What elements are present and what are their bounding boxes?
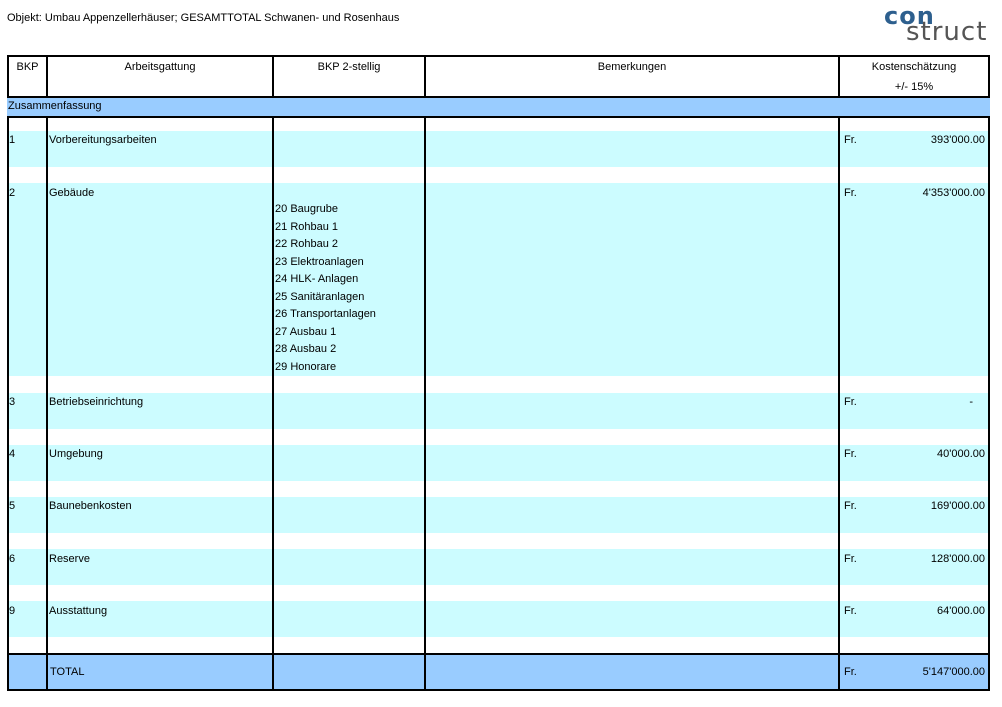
row-amount: 40'000.00 [937, 448, 985, 460]
row-name: Gebäude [49, 187, 95, 199]
row-band-7 [7, 601, 990, 637]
row-currency: Fr. [844, 187, 857, 199]
header-kosten-tolerance: +/- 15% [894, 81, 934, 93]
header-bemerkungen: Bemerkungen [597, 61, 667, 73]
list-item [275, 201, 338, 219]
row-name: Ausstattung [49, 605, 108, 617]
sub-code: 23 [275, 255, 288, 268]
header-bottom-border [7, 96, 990, 98]
row-band-3 [7, 393, 990, 429]
row-bkp: 9 [9, 605, 16, 617]
sub-label: Sanitäranlagen [290, 290, 365, 303]
row-band-4 [7, 445, 990, 481]
row-amount: 393'000.00 [930, 134, 985, 146]
table-top-border [7, 55, 990, 57]
sub-code: 22 [275, 238, 288, 250]
list-item [275, 219, 338, 237]
row-band-2 [7, 183, 990, 376]
sub-code: 21 [275, 220, 288, 233]
sub-label: Elektroanlagen [290, 255, 364, 268]
row-amount: 169'000.00 [930, 500, 985, 512]
row-bkp: 3 [9, 396, 16, 408]
row-name: Betriebseinrichtung [49, 396, 144, 408]
row-bkp: 6 [9, 553, 16, 565]
row-currency: Fr. [844, 500, 857, 512]
sub-code: 29 [275, 360, 288, 373]
header-bkp2: BKP 2-stellig [317, 61, 381, 73]
col-border-bem [838, 116, 840, 691]
row-amount: - [969, 396, 973, 408]
sub-label: Rohbau 1 [290, 220, 339, 233]
total-top-border [7, 653, 990, 655]
list-item [275, 289, 364, 307]
sub-label: Baugrube [290, 203, 339, 215]
sub-label: HLK- Anlagen [290, 273, 359, 285]
col-border-bkp2 [424, 116, 426, 691]
row-amount: 128'000.00 [930, 553, 985, 565]
row-currency: Fr. [844, 134, 857, 146]
col-border-bkp [46, 116, 48, 691]
row-currency: Fr. [844, 553, 857, 565]
col-border-right [988, 116, 990, 691]
header-kosten: Kostenschätzung [871, 61, 957, 73]
row-bkp: 5 [9, 500, 16, 512]
row-currency: Fr. [844, 605, 857, 617]
row-band-6 [7, 549, 990, 585]
row-bkp: 1 [9, 134, 16, 146]
list-item [275, 306, 376, 324]
row-band-5 [7, 497, 990, 533]
logo-struct-text: struct [906, 17, 988, 47]
sub-label: Ausbau 2 [289, 343, 337, 355]
sub-code: 28 [275, 343, 288, 355]
sub-label: Honorare [290, 360, 337, 373]
row-name: Reserve [49, 553, 90, 565]
total-currency: Fr. [844, 666, 857, 678]
row-currency: Fr. [844, 396, 857, 408]
document-title: Objekt: Umbau Appenzellerhäuser; GESAMTTOTAL Schwanen- und Rosenhaus [7, 12, 400, 24]
sub-code: 24 [275, 273, 288, 285]
total-label: TOTAL [50, 666, 85, 678]
sub-code: 26 [275, 308, 288, 320]
header-bkp: BKP [16, 61, 39, 73]
row-amount: 4'353'000.00 [922, 187, 985, 199]
list-item [275, 359, 336, 377]
sub-code: 20 [275, 203, 288, 215]
sub-label: Transportanlagen [290, 308, 376, 320]
sub-label: Ausbau 1 [289, 325, 337, 338]
row-name: Vorbereitungsarbeiten [49, 134, 157, 146]
total-band [7, 655, 990, 690]
header-arbeitsgattung: Arbeitsgattung [124, 61, 196, 73]
list-item [275, 254, 364, 272]
table-bottom-border [7, 689, 990, 691]
row-bkp: 4 [9, 448, 16, 460]
col-border-arbeit [272, 116, 274, 691]
sub-label: Rohbau 2 [290, 238, 339, 250]
summary-band [7, 97, 990, 116]
logo-con-text: con [884, 2, 935, 30]
total-amount: 5'147'000.00 [922, 666, 985, 678]
sub-code: 25 [275, 290, 288, 303]
row-name: Umgebung [49, 448, 103, 460]
list-item [275, 271, 358, 289]
row-name: Baunebenkosten [49, 500, 132, 512]
row-currency: Fr. [844, 448, 857, 460]
list-item [275, 236, 338, 254]
row-bkp: 2 [9, 187, 16, 199]
section-label: Zusammenfassung [8, 100, 102, 112]
sub-code: 27 [275, 325, 288, 338]
summary-bottom-border [7, 116, 990, 118]
row-amount: 64'000.00 [937, 605, 985, 617]
col-border-right-header [988, 55, 990, 98]
list-item [275, 341, 336, 359]
list-item [275, 324, 336, 342]
